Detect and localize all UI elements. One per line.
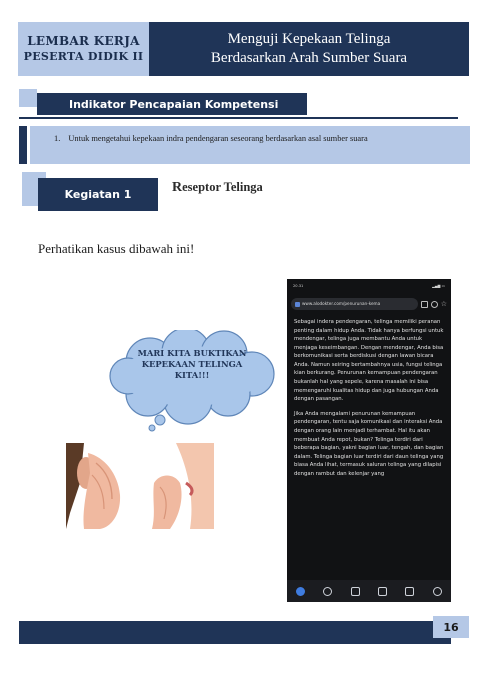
indikator-divider [19,117,458,119]
page-title-line2: Berdasarkan Arah Sumber Suara [210,50,408,66]
article-screenshot [287,279,451,602]
indikator-heading: Indikator Pencapaian Kompetensi [37,93,307,115]
search-icon[interactable] [323,587,332,596]
whispering-hand-photo [150,443,214,529]
article-paragraph: Sebagai indera pendengaran, telinga memiliki peranan penting dalam hidup Anda. Tidak hanya berfungsi untuk mendengar, telinga juga membantu Anda untuk menjaga keseimbangan. Dengan mendengar, Anda bisa berkomunikasi serta berdiskusi dengan lawan bicara Anda. Namun seiring bertambahnya usia, fungsi telinga kian berkurang. Penurunan kemampuan pendengaran bukanlah hal yang sepele, karena masalah ini bisa memengaruhi kualitas hidup dan juga hubungan Anda dengan pasangan. [294,319,444,403]
worksheet-label-line1: LEMBAR KERJA [27,34,140,49]
intro-text: Perhatikan kasus dibawah ini! [38,241,195,256]
cloud-text: MARI KITA BUKTIKAN KEPEKAAN TELINGA KITA!!! [137,348,247,380]
article-paragraph: Jika Anda mengalami penurunan kemampuan pendengaran, tentu saja komunikasi dan interaksi Anda dengan orang lain menjadi terhambat. Hal itu akan membuat Anda repot, bukan? Telinga terdiri dari beberapa bagian, yakni bagian luar, tengah, dan bagian dalam. Telinga bagian luar terdiri dari daun telinga yang biasa Anda lihat, termasuk saluran telinga yang dilapisi dengan rambut dan kelenjar yang [294,410,444,477]
url-text: www.alodokter.com/penurunan-kema [302,301,381,307]
competency-accent-bar [19,126,27,164]
kegiatan-title-rest: eseptor Telinga [182,180,263,194]
competency-box [30,126,470,164]
worksheet-label-line2: PESERTA DIDIK II [23,49,144,63]
star-icon[interactable]: ☆ [440,300,447,308]
video-icon[interactable] [405,587,414,596]
thought-cloud [100,330,282,432]
kegiatan-title [172,180,263,196]
url-field[interactable] [291,298,418,310]
kegiatan-title-initial: R [172,180,183,195]
reader-icon[interactable] [421,301,428,308]
home-icon[interactable] [296,587,305,596]
signal-battery-icon: ▂▄▆ ▭ [432,284,445,288]
competency-item-number: 1. [54,134,61,143]
lock-icon [295,302,300,307]
page-number: 16 [433,616,469,638]
page-title-line1: Menguji Kepekaan Telinga [227,30,391,47]
page-title [149,22,469,76]
account-icon[interactable] [433,587,442,596]
indikator-accent-square [19,89,37,107]
gamepad-icon[interactable] [351,587,360,596]
footer-bar [19,621,451,644]
refresh-icon[interactable] [431,301,438,308]
tabs-icon[interactable] [378,587,387,596]
address-bar [291,295,447,313]
competency-item-text: Untuk mengetahui kepekaan indra pendengaran seseorang berdasarkan asal sumber suara [68,134,368,143]
bottom-nav [287,580,451,602]
status-bar [287,279,451,293]
listening-hand-photo [66,443,126,529]
worksheet-label [18,22,149,76]
article-body [287,313,451,478]
kegiatan-label: Kegiatan 1 [38,178,158,211]
status-time: 20.31 [293,284,304,288]
